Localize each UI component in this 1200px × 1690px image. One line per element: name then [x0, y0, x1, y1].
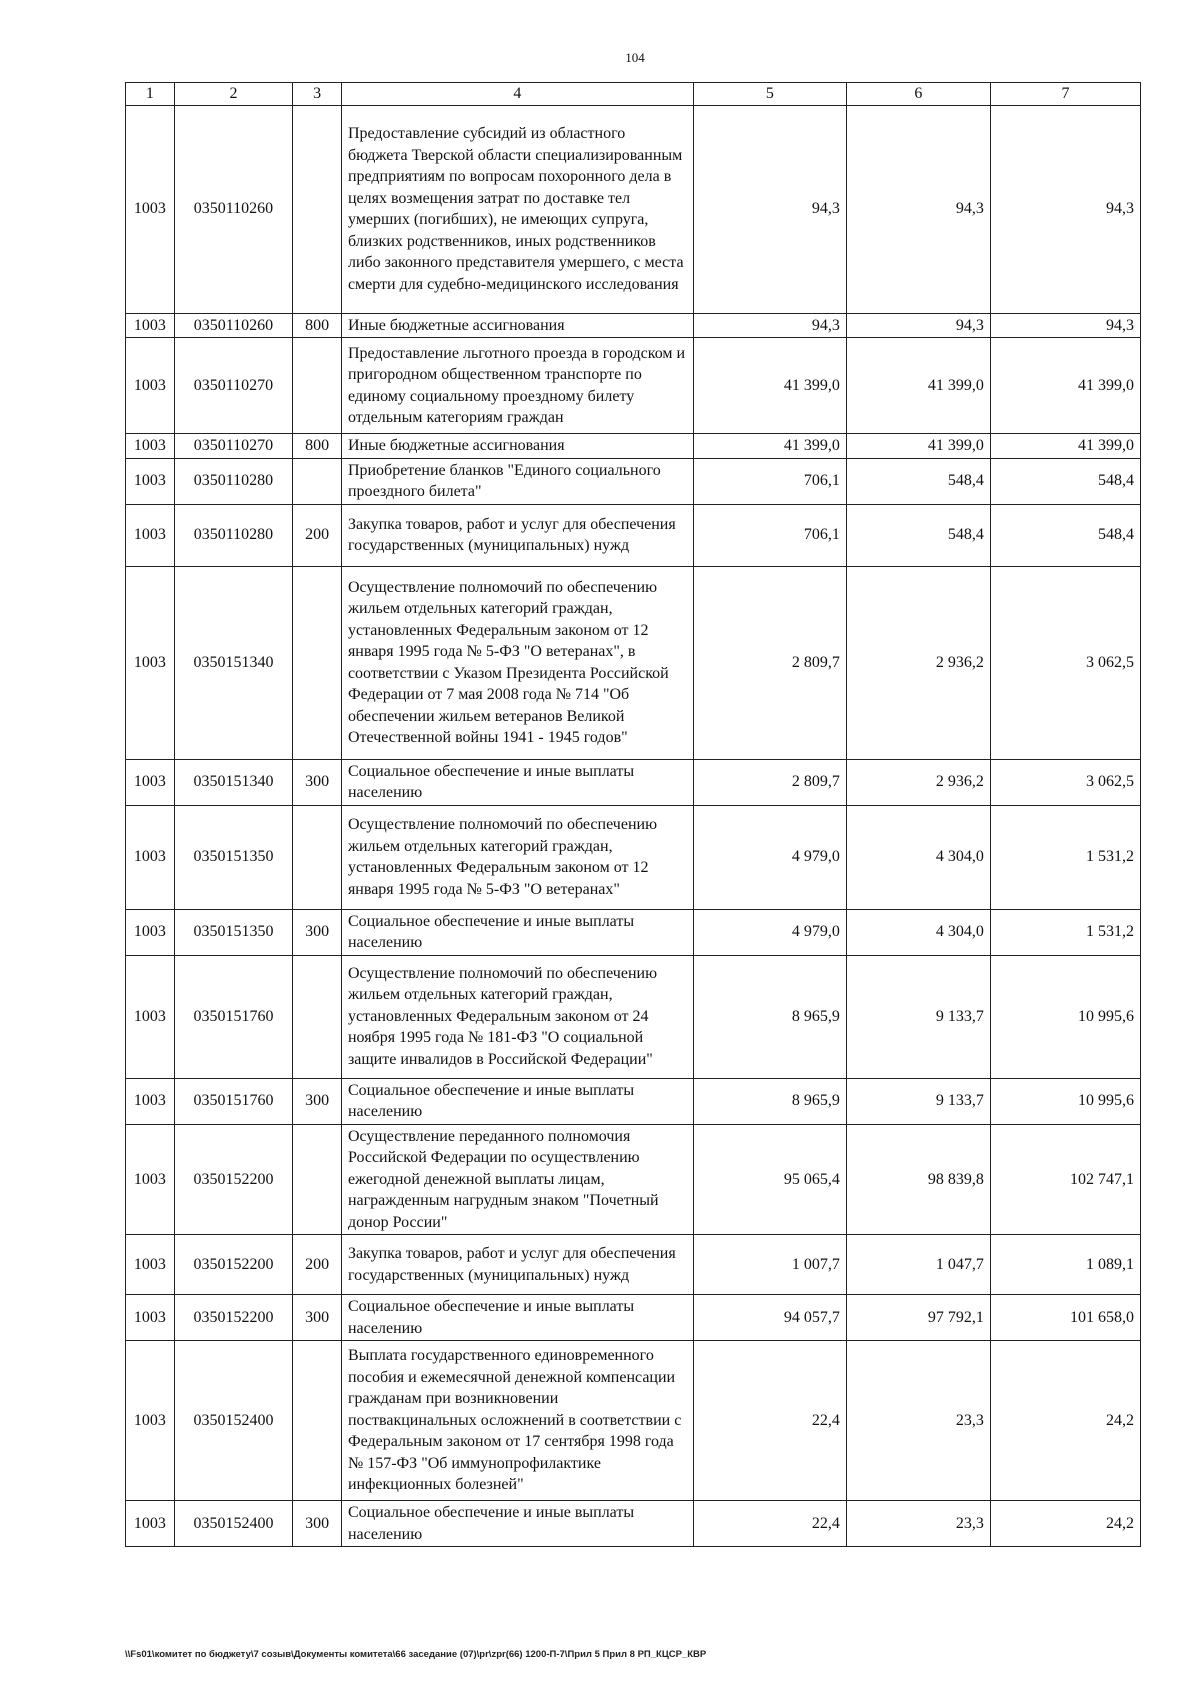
table-row	[126, 759, 1141, 805]
value-year2-cell: 9 133,7	[846, 1078, 990, 1124]
value-year1-cell: 1 007,7	[693, 1235, 846, 1295]
name-cell: Социальное обеспечение и иные выплаты населению	[341, 909, 693, 955]
code-cell: 0350151760	[174, 955, 293, 1078]
value-year2-cell: 548,4	[846, 458, 990, 504]
value-year2-cell: 1 047,7	[846, 1235, 990, 1295]
code-cell: 0350110260	[174, 313, 293, 338]
table-body	[126, 105, 1141, 1547]
expense-type-cell	[293, 338, 342, 434]
code-cell: 0350110260	[174, 105, 293, 313]
table-row	[126, 1078, 1141, 1124]
name-cell: Социальное обеспечение и иные выплаты населению	[341, 1501, 693, 1547]
section-cell: 1003	[126, 338, 175, 434]
section-cell: 1003	[126, 1078, 175, 1124]
value-year2-cell: 23,3	[846, 1341, 990, 1501]
code-cell: 0350151340	[174, 759, 293, 805]
value-year2-cell: 41 399,0	[846, 434, 990, 459]
name-cell: Предоставление льготного проезда в городском и пригородном общественном транспорте по единому социальному проездному билету отдельным категориям граждан	[341, 338, 693, 434]
value-year2-cell: 94,3	[846, 313, 990, 338]
table-row	[126, 1295, 1141, 1341]
value-year3-cell: 3 062,5	[990, 759, 1140, 805]
expense-type-cell: 800	[293, 434, 342, 459]
value-year1-cell: 2 809,7	[693, 759, 846, 805]
value-year2-cell: 41 399,0	[846, 338, 990, 434]
column-header: 2	[174, 83, 293, 106]
name-cell: Иные бюджетные ассигнования	[341, 313, 693, 338]
expense-type-cell	[293, 1124, 342, 1235]
value-year3-cell: 3 062,5	[990, 566, 1140, 759]
value-year1-cell: 22,4	[693, 1341, 846, 1501]
code-cell: 0350152400	[174, 1501, 293, 1547]
section-cell: 1003	[126, 566, 175, 759]
expense-type-cell: 300	[293, 759, 342, 805]
table-row	[126, 566, 1141, 759]
table-row	[126, 313, 1141, 338]
table-row	[126, 1341, 1141, 1501]
value-year1-cell: 94,3	[693, 313, 846, 338]
value-year2-cell: 94,3	[846, 105, 990, 313]
expense-type-cell: 200	[293, 504, 342, 566]
value-year3-cell: 101 658,0	[990, 1295, 1140, 1341]
name-cell: Осуществление полномочий по обеспечению жильем отдельных категорий граждан, установленных Федеральным законом от 24 ноября 1995 года № 181-ФЗ "О социальной защите инвалидов в Российской Федерации"	[341, 955, 693, 1078]
section-cell: 1003	[126, 504, 175, 566]
section-cell: 1003	[126, 1295, 175, 1341]
section-cell: 1003	[126, 955, 175, 1078]
value-year1-cell: 41 399,0	[693, 338, 846, 434]
expense-type-cell: 200	[293, 1235, 342, 1295]
section-cell: 1003	[126, 805, 175, 909]
table-row	[126, 1124, 1141, 1235]
code-cell: 0350151340	[174, 566, 293, 759]
column-header: 6	[846, 83, 990, 106]
page-number: 104	[625, 50, 645, 65]
code-cell: 0350110280	[174, 504, 293, 566]
value-year1-cell: 4 979,0	[693, 805, 846, 909]
column-header: 5	[693, 83, 846, 106]
expense-type-cell: 300	[293, 1078, 342, 1124]
section-cell: 1003	[126, 1341, 175, 1501]
value-year2-cell: 23,3	[846, 1501, 990, 1547]
value-year1-cell: 2 809,7	[693, 566, 846, 759]
expense-type-cell	[293, 805, 342, 909]
section-cell: 1003	[126, 909, 175, 955]
expense-type-cell	[293, 458, 342, 504]
name-cell: Закупка товаров, работ и услуг для обеспечения государственных (муниципальных) нужд	[341, 504, 693, 566]
name-cell: Осуществление полномочий по обеспечению жильем отдельных категорий граждан, установленных Федеральным законом от 12 января 1995 года № 5-ФЗ "О ветеранах"	[341, 805, 693, 909]
table-row	[126, 504, 1141, 566]
name-cell: Осуществление полномочий по обеспечению жильем отдельных категорий граждан, установленных Федеральным законом от 12 января 1995 года № 5-ФЗ "О ветеранах", в соответствии с Указом Президента Российской Федерации от 7 мая 2008 года № 714 "Об обеспечении жильем ветеранов Великой Отечественной войны 1941 - 1945 годов"	[341, 566, 693, 759]
table-row	[126, 955, 1141, 1078]
name-cell: Иные бюджетные ассигнования	[341, 434, 693, 459]
expense-type-cell	[293, 1341, 342, 1501]
table-row	[126, 1235, 1141, 1295]
value-year1-cell: 4 979,0	[693, 909, 846, 955]
section-cell: 1003	[126, 1235, 175, 1295]
value-year3-cell: 41 399,0	[990, 434, 1140, 459]
name-cell: Социальное обеспечение и иные выплаты населению	[341, 759, 693, 805]
value-year1-cell: 41 399,0	[693, 434, 846, 459]
value-year3-cell: 1 531,2	[990, 805, 1140, 909]
section-cell: 1003	[126, 105, 175, 313]
table-row	[126, 909, 1141, 955]
value-year3-cell: 41 399,0	[990, 338, 1140, 434]
value-year1-cell: 94 057,7	[693, 1295, 846, 1341]
code-cell: 0350152200	[174, 1124, 293, 1235]
section-cell: 1003	[126, 1124, 175, 1235]
value-year1-cell: 22,4	[693, 1501, 846, 1547]
value-year1-cell: 8 965,9	[693, 955, 846, 1078]
table-row	[126, 434, 1141, 459]
section-cell: 1003	[126, 759, 175, 805]
name-cell: Приобретение бланков "Единого социального проездного билета"	[341, 458, 693, 504]
expense-type-cell: 300	[293, 1501, 342, 1547]
expense-type-cell: 300	[293, 909, 342, 955]
table-row	[126, 105, 1141, 313]
table-row	[126, 338, 1141, 434]
value-year2-cell: 2 936,2	[846, 759, 990, 805]
name-cell: Осуществление переданного полномочия Российской Федерации по осуществлению ежегодной денежной выплаты лицам, награжденным нагрудным знаком "Почетный донор России"	[341, 1124, 693, 1235]
value-year2-cell: 4 304,0	[846, 805, 990, 909]
value-year3-cell: 548,4	[990, 504, 1140, 566]
value-year2-cell: 98 839,8	[846, 1124, 990, 1235]
code-cell: 0350110270	[174, 434, 293, 459]
column-header: 3	[293, 83, 342, 106]
value-year3-cell: 10 995,6	[990, 1078, 1140, 1124]
expense-type-cell: 800	[293, 313, 342, 338]
section-cell: 1003	[126, 1501, 175, 1547]
code-cell: 0350152200	[174, 1295, 293, 1341]
header-row	[126, 83, 1141, 106]
value-year2-cell: 9 133,7	[846, 955, 990, 1078]
value-year3-cell: 10 995,6	[990, 955, 1140, 1078]
budget-table	[125, 82, 1141, 1547]
value-year3-cell: 1 531,2	[990, 909, 1140, 955]
table-row	[126, 1501, 1141, 1547]
code-cell: 0350151350	[174, 805, 293, 909]
value-year2-cell: 97 792,1	[846, 1295, 990, 1341]
value-year3-cell: 1 089,1	[990, 1235, 1140, 1295]
value-year1-cell: 8 965,9	[693, 1078, 846, 1124]
name-cell: Закупка товаров, работ и услуг для обеспечения государственных (муниципальных) нужд	[341, 1235, 693, 1295]
name-cell: Выплата государственного единовременного пособия и ежемесячной денежной компенсации гражданам при возникновении поствакцинальных осложнений в соответствии с Федеральным законом от 17 сентября 1998 года № 157-ФЗ "Об иммунопрофилактике инфекционных болезней"	[341, 1341, 693, 1501]
name-cell: Социальное обеспечение и иные выплаты населению	[341, 1295, 693, 1341]
value-year1-cell: 95 065,4	[693, 1124, 846, 1235]
name-cell: Предоставление субсидий из областного бюджета Тверской области специализированным предприятиям по вопросам похоронного дела в целях возмещения затрат по доставке тел умерших (погибших), не имеющих супруга, близких родственников, иных родственников либо законного представителя умершего, с места смерти для судебно-медицинского исследования	[341, 105, 693, 313]
expense-type-cell	[293, 566, 342, 759]
column-header: 7	[990, 83, 1140, 106]
table-row	[126, 805, 1141, 909]
section-cell: 1003	[126, 458, 175, 504]
section-cell: 1003	[126, 434, 175, 459]
value-year1-cell: 706,1	[693, 504, 846, 566]
code-cell: 0350152400	[174, 1341, 293, 1501]
column-header: 4	[341, 83, 693, 106]
expense-type-cell: 300	[293, 1295, 342, 1341]
value-year1-cell: 706,1	[693, 458, 846, 504]
code-cell: 0350152200	[174, 1235, 293, 1295]
code-cell: 0350110280	[174, 458, 293, 504]
code-cell: 0350151760	[174, 1078, 293, 1124]
value-year2-cell: 4 304,0	[846, 909, 990, 955]
name-cell: Социальное обеспечение и иные выплаты населению	[341, 1078, 693, 1124]
value-year3-cell: 548,4	[990, 458, 1140, 504]
code-cell: 0350151350	[174, 909, 293, 955]
value-year2-cell: 548,4	[846, 504, 990, 566]
code-cell: 0350110270	[174, 338, 293, 434]
value-year3-cell: 102 747,1	[990, 1124, 1140, 1235]
value-year3-cell: 24,2	[990, 1341, 1140, 1501]
value-year3-cell: 94,3	[990, 105, 1140, 313]
expense-type-cell	[293, 955, 342, 1078]
value-year3-cell: 24,2	[990, 1501, 1140, 1547]
column-header: 1	[126, 83, 175, 106]
file-path-footer: \\Fs01\комитет по бюджету\7 созыв\Документы комитета\66 заседание (07)\pr\zpr(66) 1200-П-7\Прил 5 Прил 8 РП_КЦСР_КВР	[125, 1649, 707, 1660]
value-year3-cell: 94,3	[990, 313, 1140, 338]
expense-type-cell	[293, 105, 342, 313]
value-year1-cell: 94,3	[693, 105, 846, 313]
section-cell: 1003	[126, 313, 175, 338]
value-year2-cell: 2 936,2	[846, 566, 990, 759]
table-row	[126, 458, 1141, 504]
